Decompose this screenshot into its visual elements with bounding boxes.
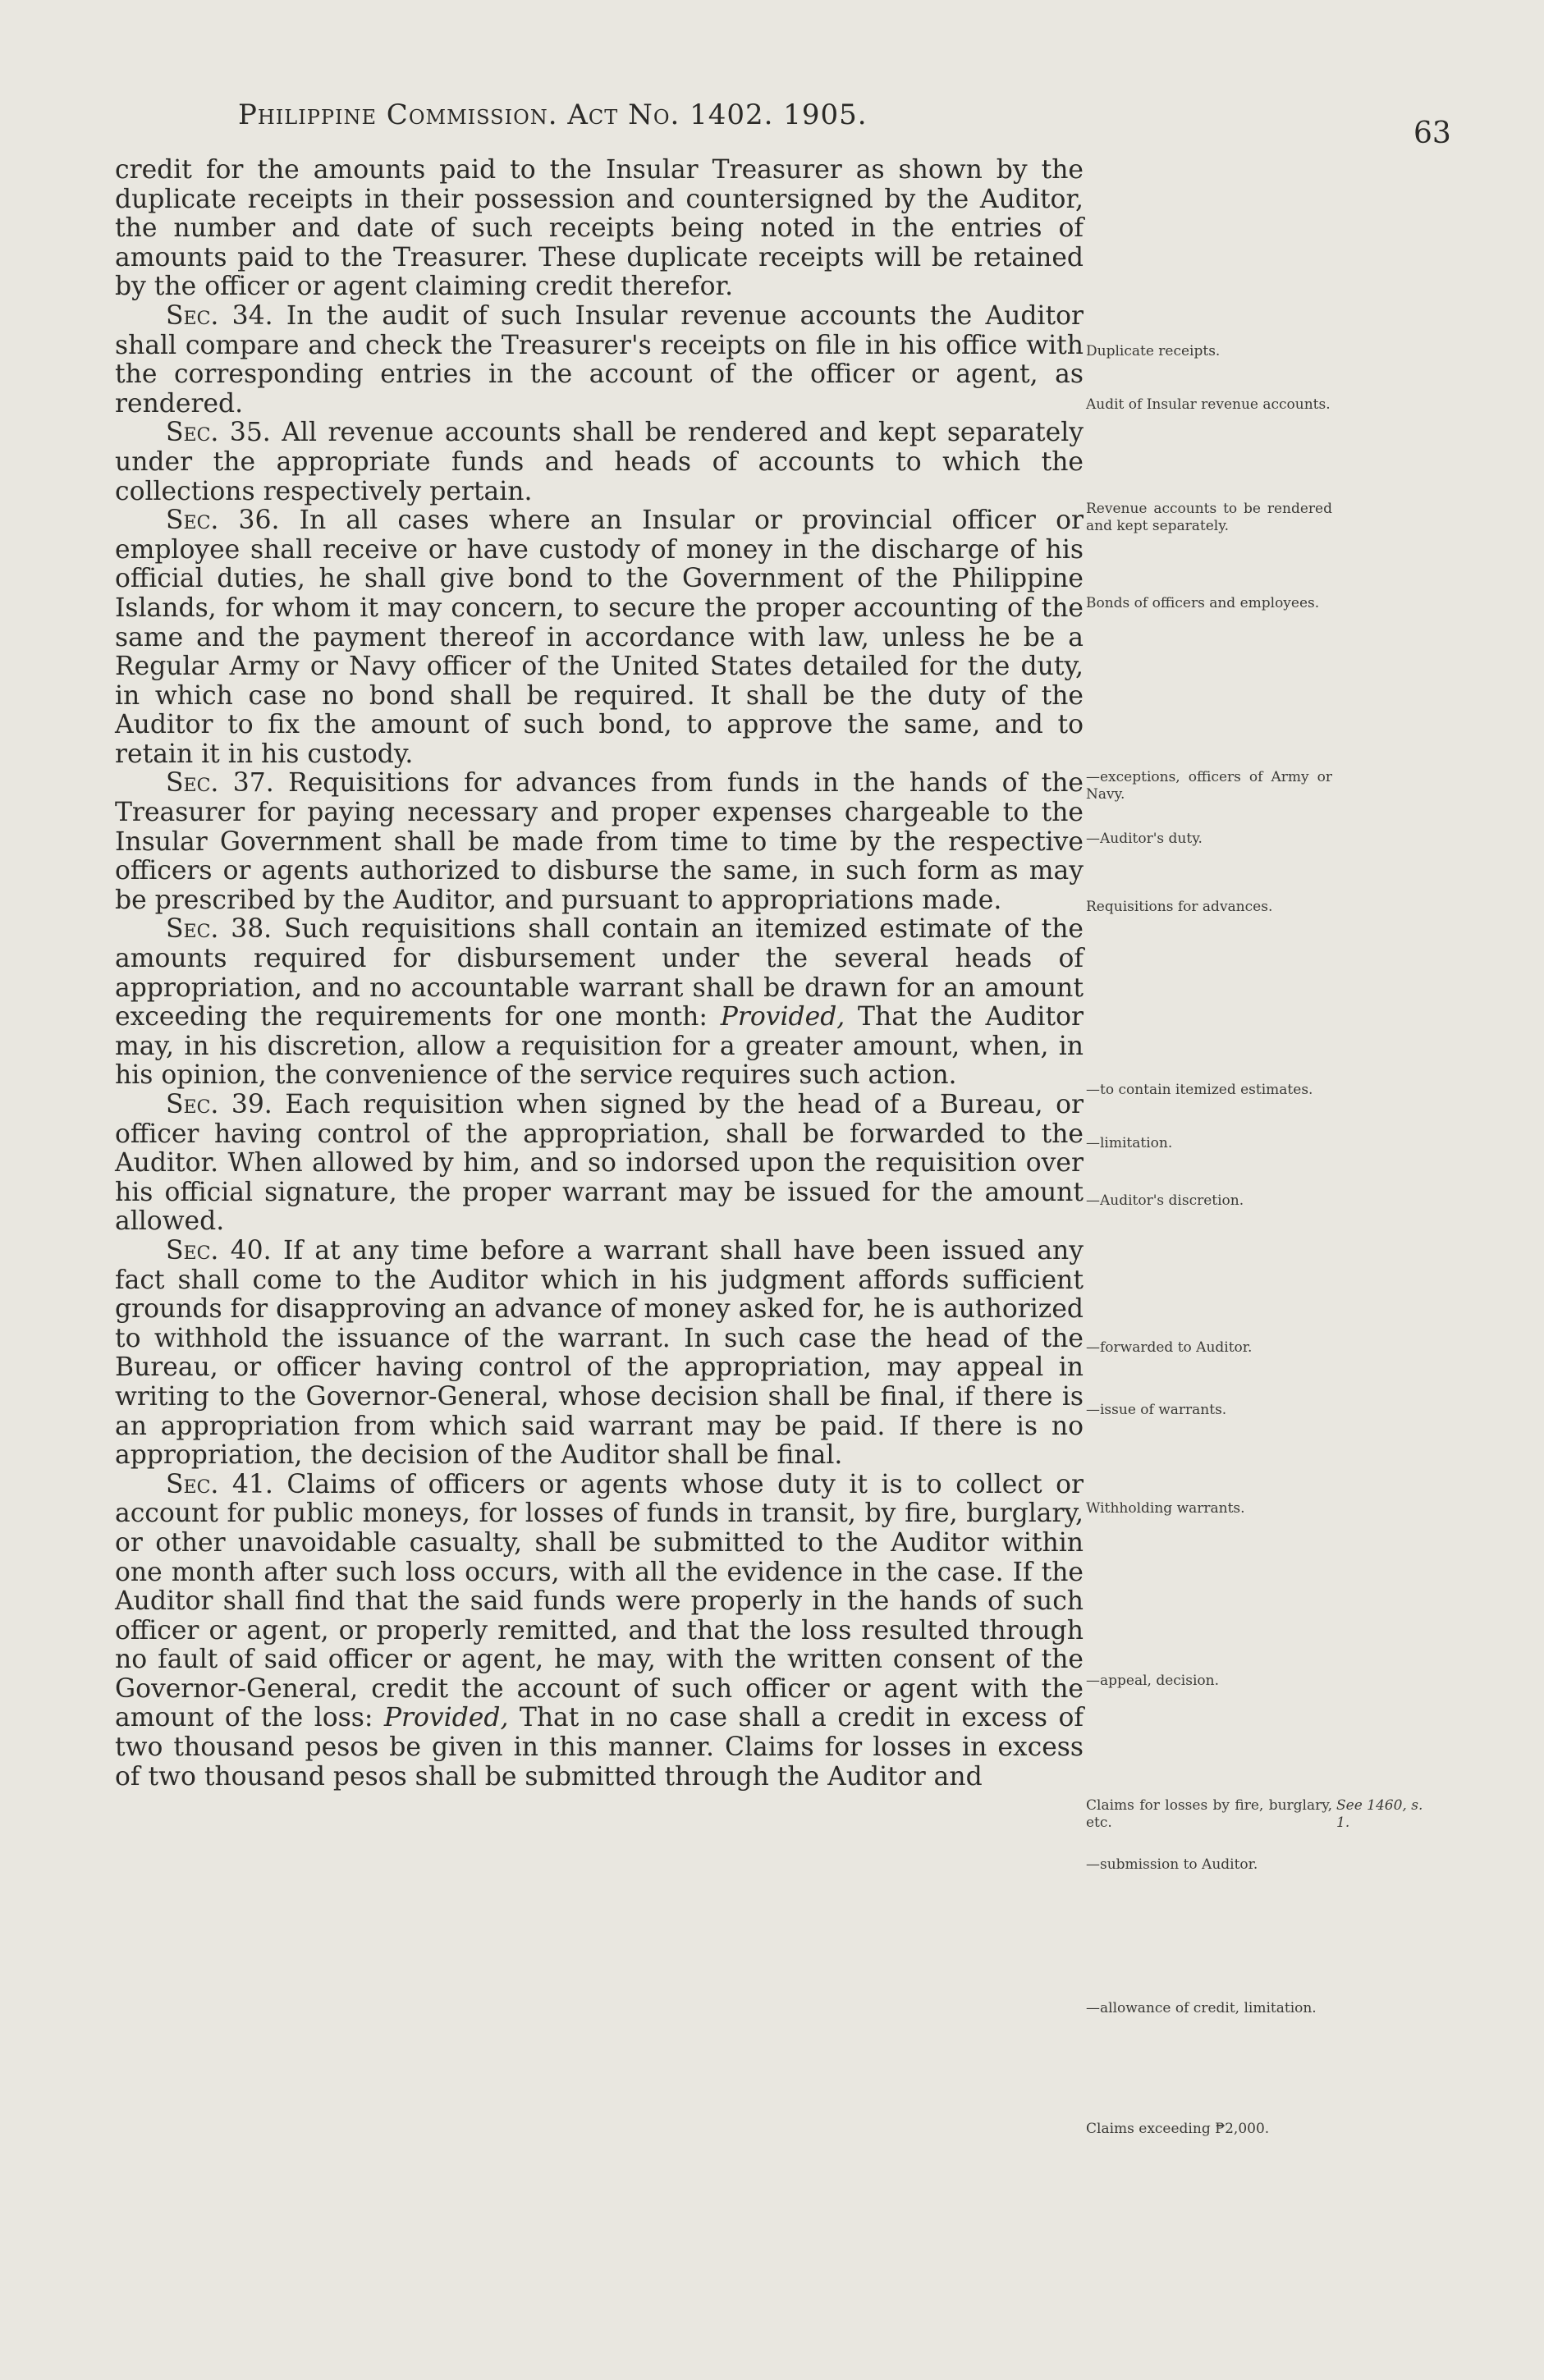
margin-note-forwarded: —forwarded to Auditor.: [1086, 1339, 1253, 1356]
section-34: [115, 302, 1084, 419]
section-text: Each requisition when signed by the head of a Bureau, or officer having control of the appropriation, shall be forwarded to the Auditor. When allowed by him, and so indorsed upon the requisition over his official signature, the proper warrant may be issued for the amount allowed.: [115, 1090, 1084, 1237]
section-35: [115, 419, 1084, 506]
margin-note-auditor-duty: —Auditor's duty.: [1086, 831, 1203, 847]
margin-note-allowance-credit: —allowance of credit, limitation.: [1086, 2000, 1317, 2016]
section-text: Claims of officers or agents whose duty it is to collect or account for public moneys, for losses of funds in transit, by fire, burglary, or other unavoidable casualty, shall be submitted to the Auditor within one month after such loss occurs, with all the evidence in the case. If the Auditor shall find that the said funds were properly in the hands of such officer or agent, or properly remitted, and that the loss resulted through no fault of said officer or agent, he may, with the written consent of the Governor-General, credit the account of such officer or agent with the amount of the loss:: [115, 1469, 1084, 1733]
margin-note-claims-exceeding: Claims exceeding ₱2,000.: [1086, 2121, 1270, 2137]
provided-term: Provided,: [383, 1703, 509, 1733]
margin-note-appeal: —appeal, decision.: [1086, 1673, 1219, 1689]
margin-note-limitation: —limitation.: [1086, 1135, 1173, 1151]
section-label: Sec. 35.: [166, 418, 271, 448]
paragraph-continued: credit for the amounts paid to the Insular Treasurer as shown by the duplicate receipts in their possession and countersigned by the Auditor, the number and date of such receipts being noted in the entries of amounts paid to the Treasurer. These duplicate receipts will be retained by the officer or agent claiming credit therefor.: [115, 155, 1084, 302]
section-39: [115, 1091, 1084, 1237]
margin-note-audit: Audit of Insular revenue accounts.: [1086, 396, 1331, 413]
section-text: That in no case shall a credit in excess of two thousand pesos be given in this manner. Claims for losses in excess of two thousand pesos shall be submitted through the Auditor and: [115, 1703, 1084, 1792]
margin-note-auditor-discretion: —Auditor's discretion.: [1086, 1192, 1244, 1209]
running-header: Philippine Commission. Act No. 1402. 1905.: [238, 98, 868, 131]
margin-note-requisitions: Requisitions for advances.: [1086, 899, 1273, 915]
section-text: If at any time before a warrant shall have been issued any fact shall come to the Auditor which in his judgment affords sufficient grounds for disapproving an advance of money asked for, he is authorized to withhold the issuance of the warrant. In such case the head of the Bureau, or officer having control of the appropriation, may appeal in writing to the Governor-General, whose decision shall be final, if there is an appropriation from which said warrant may be paid. If there is no appropriation, the decision of the Auditor shall be final.: [115, 1235, 1084, 1471]
margin-note-itemized-estimates: —to contain itemized estimates.: [1086, 1082, 1313, 1098]
section-label: Sec. 41.: [166, 1469, 273, 1499]
margin-note-exceptions: —exceptions, officers of Army or Navy.: [1086, 769, 1332, 803]
section-text: Such requisitions shall contain an itemized estimate of the amounts required for disbursement under the several heads of appropriation, and no accountable warrant shall be drawn for an amount exceeding the requirements for one month:: [115, 914, 1084, 1032]
margin-note-bonds: Bonds of officers and employees.: [1086, 595, 1320, 611]
margin-note-issue-warrants: —issue of warrants.: [1086, 1402, 1227, 1418]
section-text: In the audit of such Insular revenue accounts the Auditor shall compare and check the Treasurer's receipts on file in his office with the corresponding entries in the account of the officer or agent, as rendered.: [115, 300, 1084, 419]
section-label: Sec. 40.: [166, 1235, 272, 1266]
page-number: 63: [1413, 117, 1451, 150]
section-text: Requisitions for advances from funds in the hands of the Treasurer for paying necessary and proper expenses chargeable to the Insular Government shall be made from time to time by the respective officers or agents authorized to disburse the same, in such form as may be prescribed by the Auditor, and pursuant to appropriations made.: [115, 768, 1084, 915]
section-label: Sec. 36.: [166, 506, 280, 536]
section-text: All revenue accounts shall be rendered and kept separately under the appropriate funds and heads of accounts to which the collections respectively pertain.: [115, 418, 1084, 506]
margin-note-revenue-accounts: Revenue accounts to be rendered and kept separately.: [1086, 501, 1332, 534]
section-label: Sec. 39.: [166, 1090, 273, 1119]
section-text: In all cases where an Insular or provincial officer or employee shall receive or have custody of money in the discharge of his official duties, he shall give bond to the Government of the Philippine Islands, for whom it may concern, to secure the proper accounting of the same and the payment thereof in accordance with law, unless he be a Regular Army or Navy officer of the United States detailed for the duty, in which case no bond shall be required. It shall be the duty of the Auditor to fix the amount of such bond, to approve the same, and to retain it in his custody.: [115, 506, 1084, 769]
section-38: [115, 915, 1084, 1091]
margin-note-withholding: Withholding warrants.: [1086, 1500, 1245, 1517]
section-label: Sec. 38.: [166, 914, 273, 945]
body-text: [115, 156, 1084, 1792]
section-40: [115, 1237, 1084, 1471]
margin-note-claims-losses: Claims for losses by fire, burglary, etc.: [1086, 1797, 1332, 1831]
section-37: [115, 769, 1084, 915]
margin-note-submission: —submission to Auditor.: [1086, 1856, 1258, 1873]
section-label: Sec. 34.: [166, 300, 273, 331]
margin-note-duplicate-receipts: Duplicate receipts.: [1086, 343, 1221, 359]
section-label: Sec. 37.: [166, 768, 274, 799]
section-41: [115, 1471, 1084, 1792]
cross-reference: See 1460, s. 1.: [1336, 1797, 1423, 1831]
provided-term: Provided,: [720, 1002, 845, 1032]
section-text: That the Auditor may, in his discretion, allow a requisition for a greater amount, when, in his opinion, the convenience of the service requires such action.: [115, 1002, 1084, 1091]
section-36: [115, 506, 1084, 769]
